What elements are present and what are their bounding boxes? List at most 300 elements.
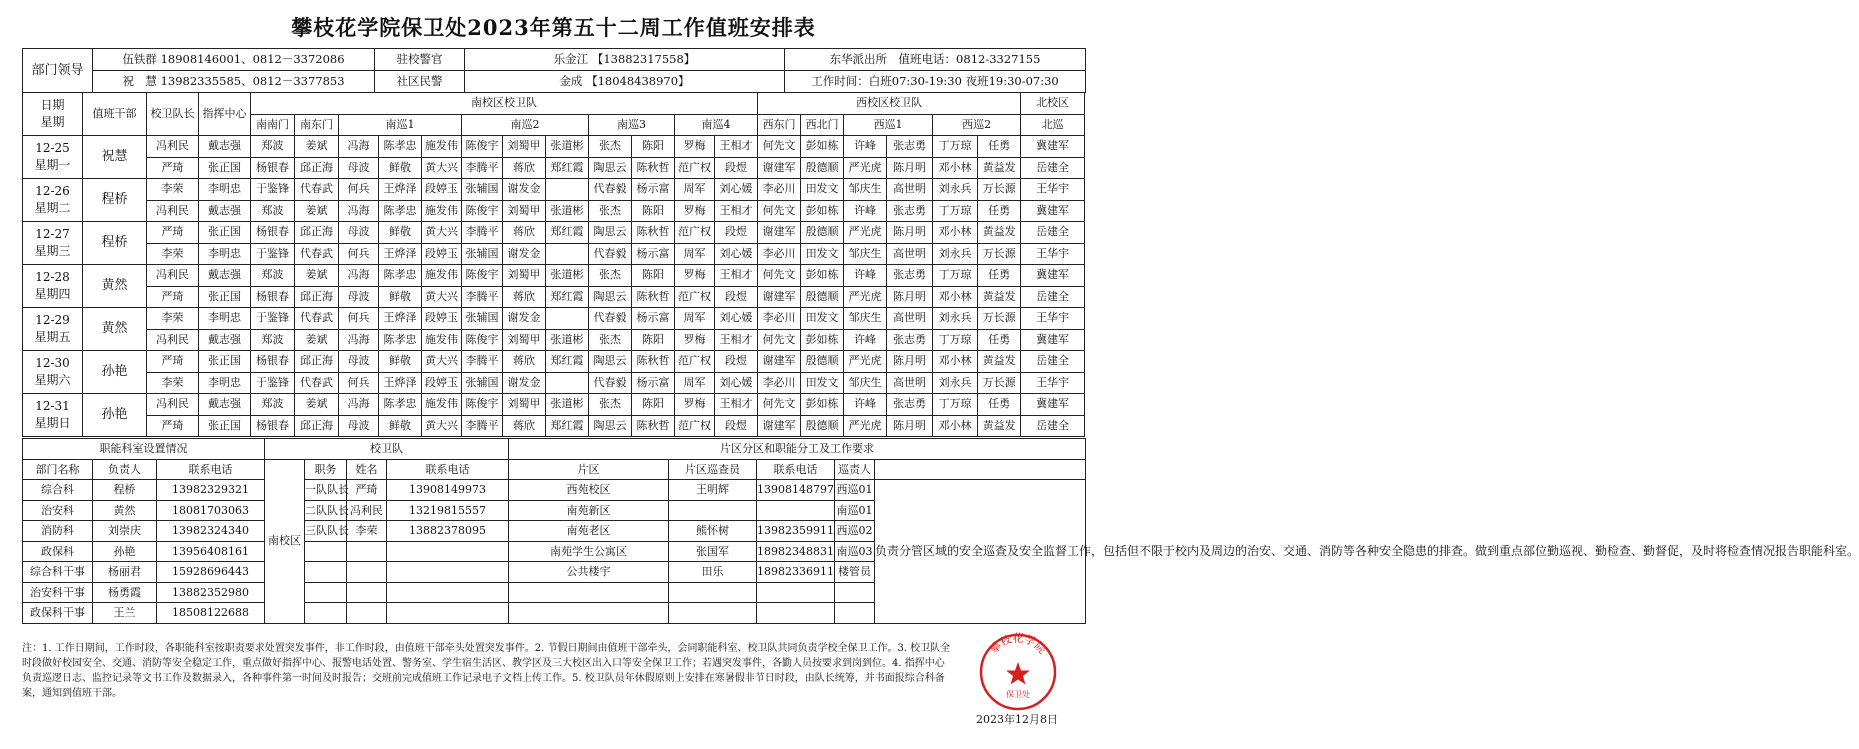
staff-cell: 冯利民 <box>147 394 199 416</box>
staff-cell: 戴志强 <box>199 265 251 287</box>
staff-cell: 许峰 <box>844 265 887 287</box>
staff-cell: 黄益发 <box>978 415 1021 437</box>
staff-cell: 周军 <box>675 243 715 265</box>
staff-cell: 张道彬 <box>546 136 589 158</box>
official-seal <box>978 632 1058 712</box>
staff-cell: 邹庆生 <box>844 179 887 201</box>
zone-name: 公共楼宇 <box>509 562 669 583</box>
schedule-row <box>23 222 1085 244</box>
staff-cell: 谢发金 <box>503 179 546 201</box>
staff-cell: 严琦 <box>147 415 199 437</box>
staff-cell: 彭如栋 <box>801 265 844 287</box>
dept-section-title: 职能科室设置情况 <box>23 439 265 460</box>
notes: 注：1. 工作日期间，工作时段，各职能科室按职责要求处置突发事件，非工作时段，由值班干部牵头处置突发事件。2. 节假日期间由值班干部牵头，会同职能科室、校卫队共同负责学校全保卫工作。3. 校卫队全时段做好校园安全、交通、消防等安全稳定工作，重点做好指挥中心、报警电话处置、警务室、学生宿生活区、教学区及三大校区出入口等安全保卫工作；若遇突发事件，各勤人员按要求到岗到位。4. 指挥中心负责巡逻日志、监控记录等文书工作及数据录入，各种事件第一时间及时报告；交班前完成值班工作记录电子文档上传工作。5. 校卫队员年休假原则上安排在寒暑假非节日时段，由队长统筹，并书面报综合科备案，通知到值班干部。 <box>22 643 951 699</box>
staff-cell: 陈俊宇 <box>462 200 503 222</box>
staff-cell: 李明忠 <box>199 308 251 330</box>
post-header: 南巡3 <box>589 114 675 136</box>
staff-cell: 王华宇 <box>1021 308 1085 330</box>
schedule-row <box>23 415 1085 437</box>
staff-cell: 黄大兴 <box>422 351 462 373</box>
staff-cell: 严光虎 <box>844 286 887 308</box>
staff-cell: 刘永兵 <box>933 179 978 201</box>
staff-cell: 谢建军 <box>758 351 801 373</box>
staff-cell: 岳建全 <box>1021 157 1085 179</box>
staff-cell: 杨示富 <box>632 243 675 265</box>
west-campus-header: 西校区校卫队 <box>758 93 1021 115</box>
staff-cell: 邱正海 <box>295 222 339 244</box>
staff-cell: 万长源 <box>978 243 1021 265</box>
staff-cell: 范广权 <box>675 415 715 437</box>
staff-cell: 张志勇 <box>887 136 933 158</box>
staff-cell: 张杰 <box>589 265 632 287</box>
staff-cell: 王烨泽 <box>379 243 422 265</box>
staff-cell: 邹庆生 <box>844 372 887 394</box>
staff-cell: 陈孝忠 <box>379 394 422 416</box>
staff-cell: 刘心媛 <box>715 308 758 330</box>
staff-cell: 严琦 <box>147 157 199 179</box>
staff-cell: 刘心媛 <box>715 243 758 265</box>
post-header: 南巡2 <box>462 114 589 136</box>
guard-role: 二队队长 <box>305 500 347 521</box>
staff-cell: 郑红霞 <box>546 286 589 308</box>
staff-cell: 陈俊宇 <box>462 136 503 158</box>
staff-cell: 段煜 <box>715 351 758 373</box>
police-station: 东华派出所 值班电话：0812-3327155 <box>785 49 1086 71</box>
staff-cell: 刘蜀甲 <box>503 265 546 287</box>
staff-cell: 严琦 <box>147 222 199 244</box>
staff-cell: 彭如栋 <box>801 329 844 351</box>
staff-cell: 段婷玉 <box>422 243 462 265</box>
staff-cell: 谢建军 <box>758 222 801 244</box>
staff-cell: 邓小林 <box>933 222 978 244</box>
post-header: 南东门 <box>295 114 339 136</box>
zone-name: 西苑校区 <box>509 480 669 501</box>
guard-phone: 13219815557 <box>387 500 509 521</box>
staff-cell: 何兵 <box>339 243 379 265</box>
guard-phone: 13908149973 <box>387 480 509 501</box>
staff-cell: 鲜敬 <box>379 222 422 244</box>
staff-cell: 施发伟 <box>422 394 462 416</box>
zone-owner: 西巡02 <box>835 521 875 542</box>
staff-cell: 段婷玉 <box>422 372 462 394</box>
staff-cell: 陈月明 <box>887 415 933 437</box>
staff-cell: 岳建全 <box>1021 415 1085 437</box>
staff-cell: 丁万琼 <box>933 394 978 416</box>
staff-cell: 黄大兴 <box>422 415 462 437</box>
staff-cell: 刘蜀甲 <box>503 394 546 416</box>
staff-cell: 段婷玉 <box>422 308 462 330</box>
dept-phone: 13982324340 <box>157 521 265 542</box>
staff-cell: 代春毅 <box>589 372 632 394</box>
schedule-row <box>23 265 1085 287</box>
dept-phone: 13956408161 <box>157 541 265 562</box>
staff-cell: 张志勇 <box>887 200 933 222</box>
staff-cell: 杨示富 <box>632 179 675 201</box>
guard-role <box>305 582 347 603</box>
post-header: 西巡1 <box>844 114 933 136</box>
staff-cell: 谢建军 <box>758 415 801 437</box>
zone-owner <box>835 603 875 624</box>
staff-cell: 郑波 <box>251 329 295 351</box>
staff-cell: 周军 <box>675 179 715 201</box>
staff-cell: 段煜 <box>715 286 758 308</box>
staff-cell: 张杰 <box>589 329 632 351</box>
dept-lead: 杨丽君 <box>93 562 157 583</box>
zone-owner: 楼管员 <box>835 562 875 583</box>
staff-cell: 蒋欣 <box>503 351 546 373</box>
staff-cell: 邱正海 <box>295 286 339 308</box>
staff-cell: 张杰 <box>589 136 632 158</box>
staff-cell: 张辅国 <box>462 179 503 201</box>
staff-cell: 李必川 <box>758 243 801 265</box>
staff-cell: 刘蜀甲 <box>503 136 546 158</box>
guard-col-header: 姓名 <box>347 459 387 480</box>
staff-cell: 母波 <box>339 222 379 244</box>
staff-cell: 丁万琼 <box>933 265 978 287</box>
guard-role <box>305 541 347 562</box>
leader-person-1: 伍铁群 18908146001、0812－3372086 <box>93 49 375 71</box>
day-cell <box>23 308 83 351</box>
dept-name: 综合科干事 <box>23 562 93 583</box>
schedule-row <box>23 372 1085 394</box>
staff-cell: 殷德顺 <box>801 286 844 308</box>
dept-name: 治安科 <box>23 500 93 521</box>
staff-cell: 冀建军 <box>1021 394 1085 416</box>
dept-lead: 孙艳 <box>93 541 157 562</box>
staff-cell: 陈月明 <box>887 157 933 179</box>
zone-owner <box>835 582 875 603</box>
zone-patroller <box>669 582 757 603</box>
zone-col-header: 巡责人 <box>835 459 875 480</box>
post-header: 西东门 <box>758 114 801 136</box>
zone-phone <box>757 603 835 624</box>
staff-cell: 蒋欣 <box>503 157 546 179</box>
duty-officer: 程桥 <box>83 222 147 265</box>
staff-cell: 黄大兴 <box>422 157 462 179</box>
guard-role: 三队队长 <box>305 521 347 542</box>
staff-cell: 任勇 <box>978 136 1021 158</box>
staff-cell: 陶思云 <box>589 286 632 308</box>
staff-cell: 陈秋哲 <box>632 351 675 373</box>
staff-cell: 陈孝忠 <box>379 200 422 222</box>
staff-cell: 何兵 <box>339 179 379 201</box>
community-police: 金成 【18048438970】 <box>465 71 785 93</box>
staff-cell: 高世明 <box>887 243 933 265</box>
guard-section-title: 校卫队 <box>265 439 509 460</box>
staff-cell: 陈秋哲 <box>632 286 675 308</box>
staff-cell: 任勇 <box>978 394 1021 416</box>
staff-cell: 陈秋哲 <box>632 157 675 179</box>
staff-cell: 王烨泽 <box>379 372 422 394</box>
staff-cell: 张正国 <box>199 286 251 308</box>
staff-cell: 黄益发 <box>978 351 1021 373</box>
guard-role <box>305 562 347 583</box>
staff-cell: 母波 <box>339 157 379 179</box>
zone-name: 南苑新区 <box>509 500 669 521</box>
zone-requirements: 负责分管区域的安全巡查及安全监督工作，包括但不限于校内及周边的治安、交通、消防等各种安全隐患的排查。做到重点部位勤巡视、勤检查、勤督促，及时将检查情况报告职能科室。 <box>875 480 1086 624</box>
staff-cell: 万长源 <box>978 372 1021 394</box>
dept-lead: 王兰 <box>93 603 157 624</box>
staff-cell: 李必川 <box>758 372 801 394</box>
post-header: 北巡 <box>1021 114 1085 136</box>
staff-cell: 何兵 <box>339 372 379 394</box>
staff-cell: 段煜 <box>715 157 758 179</box>
duty-header: 值班干部 <box>83 93 147 136</box>
schedule-row <box>23 394 1085 416</box>
staff-cell: 张道彬 <box>546 329 589 351</box>
staff-cell: 高世明 <box>887 308 933 330</box>
date-value: 12-31 <box>35 399 70 413</box>
dept-name: 政保科干事 <box>23 603 93 624</box>
schedule-row <box>23 136 1085 158</box>
guard-col-header: 联系电话 <box>387 459 509 480</box>
staff-cell: 姜斌 <box>295 394 339 416</box>
dept-col-header: 负责人 <box>93 459 157 480</box>
staff-cell: 郑红霞 <box>546 222 589 244</box>
staff-cell: 万长源 <box>978 308 1021 330</box>
staff-cell: 陶思云 <box>589 351 632 373</box>
staff-cell: 于鉴锋 <box>251 372 295 394</box>
dept-phone: 18081703063 <box>157 500 265 521</box>
staff-cell: 冯利民 <box>147 200 199 222</box>
zone-patroller: 王明辉 <box>669 480 757 501</box>
guard-phone: 13882378095 <box>387 521 509 542</box>
staff-cell: 刘永兵 <box>933 372 978 394</box>
schedule-row <box>23 351 1085 373</box>
schedule-row <box>23 157 1085 179</box>
schedule-row <box>23 179 1085 201</box>
staff-cell: 李荣 <box>147 372 199 394</box>
staff-cell: 王华宇 <box>1021 372 1085 394</box>
staff-cell: 鲜敬 <box>379 415 422 437</box>
staff-cell: 刘永兵 <box>933 243 978 265</box>
staff-cell: 丁万琼 <box>933 329 978 351</box>
staff-cell: 冀建军 <box>1021 136 1085 158</box>
staff-cell: 张杰 <box>589 200 632 222</box>
staff-cell: 周军 <box>675 372 715 394</box>
staff-cell: 彭如栋 <box>801 394 844 416</box>
staff-cell: 邹庆生 <box>844 243 887 265</box>
staff-cell: 李荣 <box>147 179 199 201</box>
staff-cell: 陈孝忠 <box>379 329 422 351</box>
staff-cell: 李荣 <box>147 308 199 330</box>
seal-graphic <box>978 632 1058 712</box>
staff-cell: 鲜敬 <box>379 286 422 308</box>
post-header: 西北门 <box>801 114 844 136</box>
dept-phone: 13982329321 <box>157 480 265 501</box>
day-cell <box>23 179 83 222</box>
staff-cell: 张道彬 <box>546 265 589 287</box>
center-header: 指挥中心 <box>199 93 251 136</box>
staff-cell: 郑波 <box>251 136 295 158</box>
staff-cell: 杨银春 <box>251 286 295 308</box>
staff-cell: 李腾平 <box>462 286 503 308</box>
zone-col-header: 联系电话 <box>757 459 835 480</box>
staff-cell: 陈秋哲 <box>632 415 675 437</box>
work-hours: 工作时间：白班07:30-19:30 夜班19:30-07:30 <box>785 71 1086 93</box>
staff-cell: 施发伟 <box>422 200 462 222</box>
guard-name <box>347 582 387 603</box>
staff-cell: 邓小林 <box>933 415 978 437</box>
guard-phone <box>387 541 509 562</box>
weekday-value: 星期四 <box>34 287 71 301</box>
issue-date: 2023年12月8日 <box>976 713 1058 726</box>
staff-cell: 代春毅 <box>589 243 632 265</box>
day-cell <box>23 351 83 394</box>
staff-cell: 刘心媛 <box>715 179 758 201</box>
dept-name: 政保科 <box>23 541 93 562</box>
staff-cell: 张辅国 <box>462 308 503 330</box>
staff-cell: 严光虎 <box>844 222 887 244</box>
staff-cell: 范广权 <box>675 157 715 179</box>
date-header-label: 日期 星期 <box>40 98 65 129</box>
staff-cell: 蒋欣 <box>503 286 546 308</box>
day-cell <box>23 136 83 179</box>
staff-cell: 罗梅 <box>675 200 715 222</box>
guard-name: 严琦 <box>347 480 387 501</box>
staff-cell: 蒋欣 <box>503 415 546 437</box>
staff-cell: 陈俊宇 <box>462 265 503 287</box>
staff-cell: 陈孝忠 <box>379 265 422 287</box>
date-value: 12-25 <box>35 141 70 155</box>
duty-officer: 孙艳 <box>83 394 147 437</box>
duty-officer: 黄然 <box>83 308 147 351</box>
zone-phone: 13982359911 <box>757 521 835 542</box>
staff-cell: 杨银春 <box>251 222 295 244</box>
staff-cell: 王相才 <box>715 136 758 158</box>
staff-cell: 冯海 <box>339 136 379 158</box>
staff-cell: 张志勇 <box>887 394 933 416</box>
staff-cell: 于鉴锋 <box>251 179 295 201</box>
staff-cell: 施发伟 <box>422 329 462 351</box>
zone-owner: 西巡01 <box>835 480 875 501</box>
staff-cell: 王烨泽 <box>379 179 422 201</box>
staff-cell: 陈阳 <box>632 265 675 287</box>
guard-phone <box>387 562 509 583</box>
staff-cell: 戴志强 <box>199 200 251 222</box>
staff-cell: 陈月明 <box>887 286 933 308</box>
staff-cell: 郑红霞 <box>546 157 589 179</box>
staff-cell: 冯海 <box>339 265 379 287</box>
police-label: 驻校警官 <box>375 49 465 71</box>
guard-phone <box>387 582 509 603</box>
staff-cell: 罗梅 <box>675 394 715 416</box>
staff-cell: 罗梅 <box>675 136 715 158</box>
staff-cell: 母波 <box>339 351 379 373</box>
staff-cell: 王烨泽 <box>379 308 422 330</box>
requirements-spacer <box>875 459 1086 480</box>
day-cell <box>23 222 83 265</box>
staff-cell: 任勇 <box>978 265 1021 287</box>
dept-col-header: 部门名称 <box>23 459 93 480</box>
staff-cell: 陈月明 <box>887 222 933 244</box>
post-header: 南南门 <box>251 114 295 136</box>
staff-cell: 田发文 <box>801 308 844 330</box>
staff-cell: 李明忠 <box>199 243 251 265</box>
staff-cell: 杨示富 <box>632 372 675 394</box>
staff-cell: 张志勇 <box>887 329 933 351</box>
staff-cell: 丁万琼 <box>933 136 978 158</box>
staff-cell: 李明忠 <box>199 179 251 201</box>
schedule-table <box>22 92 1085 437</box>
duty-officer: 孙艳 <box>83 351 147 394</box>
schedule-row <box>23 329 1085 351</box>
duty-officer: 祝慧 <box>83 136 147 179</box>
staff-cell: 张辅国 <box>462 243 503 265</box>
zone-owner: 南巡03 <box>835 541 875 562</box>
weekday-value: 星期一 <box>34 158 71 172</box>
staff-cell: 段婷玉 <box>422 179 462 201</box>
staff-cell: 谢建军 <box>758 286 801 308</box>
north-campus-header: 北校区 <box>1021 93 1085 115</box>
staff-cell: 张正国 <box>199 351 251 373</box>
staff-cell: 王相才 <box>715 329 758 351</box>
date-header <box>23 93 83 136</box>
staff-cell: 郑波 <box>251 200 295 222</box>
schedule-row <box>23 243 1085 265</box>
staff-cell: 郑波 <box>251 265 295 287</box>
staff-cell: 刘心媛 <box>715 372 758 394</box>
dept-phone: 18508122688 <box>157 603 265 624</box>
seal-text: 攀枝花学院 <box>987 632 1049 657</box>
staff-cell: 张志勇 <box>887 265 933 287</box>
dept-col-header: 联系电话 <box>157 459 265 480</box>
staff-cell: 陈秋哲 <box>632 222 675 244</box>
staff-cell: 李必川 <box>758 179 801 201</box>
staff-cell: 范广权 <box>675 351 715 373</box>
weekday-value: 星期五 <box>34 330 71 344</box>
dept-phone: 13882352980 <box>157 582 265 603</box>
staff-cell: 郑红霞 <box>546 351 589 373</box>
police-officer: 乐金江 【13882317558】 <box>465 49 785 71</box>
staff-cell: 戴志强 <box>199 136 251 158</box>
zone-section-title: 片区分区和职能分工及工作要求 <box>509 439 1086 460</box>
staff-cell: 冯海 <box>339 200 379 222</box>
staff-cell: 谢发金 <box>503 308 546 330</box>
community-police-label: 社区民警 <box>375 71 465 93</box>
staff-cell: 鲜敬 <box>379 157 422 179</box>
date-value: 12-27 <box>35 227 70 241</box>
staff-cell: 杨示富 <box>632 308 675 330</box>
staff-cell: 戴志强 <box>199 329 251 351</box>
staff-cell: 罗梅 <box>675 329 715 351</box>
zone-col-header: 片区 <box>509 459 669 480</box>
staff-cell: 王华宇 <box>1021 243 1085 265</box>
staff-cell <box>546 372 589 394</box>
staff-cell: 蒋欣 <box>503 222 546 244</box>
post-header: 南巡4 <box>675 114 758 136</box>
staff-cell <box>546 308 589 330</box>
staff-cell: 刘蜀甲 <box>503 329 546 351</box>
staff-cell: 邓小林 <box>933 351 978 373</box>
guard-role <box>305 603 347 624</box>
staff-cell <box>546 179 589 201</box>
staff-cell: 陈阳 <box>632 394 675 416</box>
zone-name: 南苑老区 <box>509 521 669 542</box>
guard-col-header: 职务 <box>305 459 347 480</box>
leader-table <box>22 48 1086 93</box>
guard-name <box>347 562 387 583</box>
staff-cell: 李腾平 <box>462 415 503 437</box>
staff-cell: 姜斌 <box>295 329 339 351</box>
staff-cell: 姜斌 <box>295 265 339 287</box>
staff-cell: 母波 <box>339 415 379 437</box>
staff-cell: 陶思云 <box>589 415 632 437</box>
staff-cell: 李腾平 <box>462 351 503 373</box>
staff-cell: 陶思云 <box>589 157 632 179</box>
weekday-value: 星期三 <box>34 244 71 258</box>
staff-cell: 王华宇 <box>1021 179 1085 201</box>
